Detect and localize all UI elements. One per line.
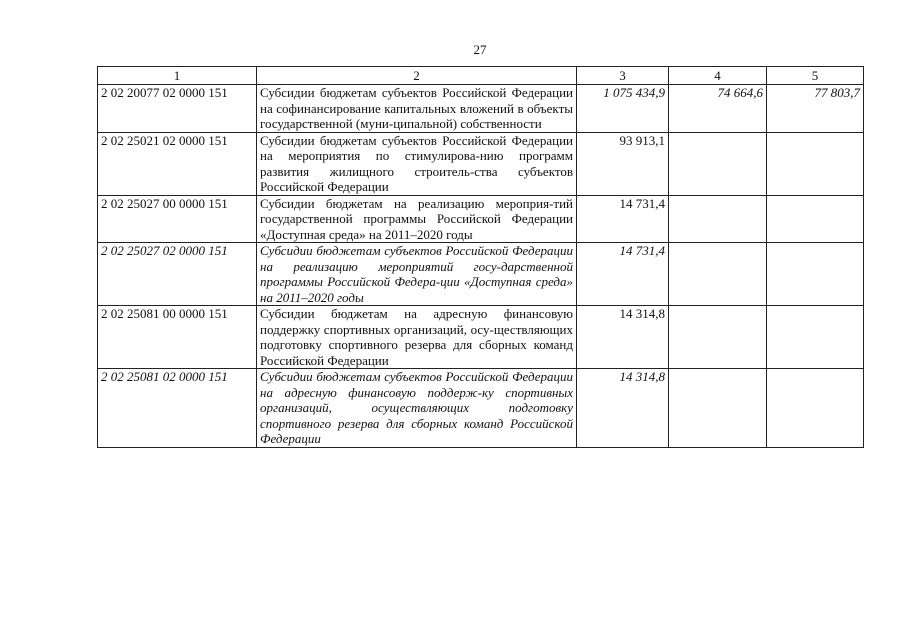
amount-col3: 14 731,4 xyxy=(577,243,669,306)
column-header: 3 xyxy=(577,67,669,85)
column-header: 5 xyxy=(767,67,864,85)
description: Субсидии бюджетам на адресную финансовую поддержку спортивных организаций, осу-ществляющих подготовку спортивного резерва для сборных команд Российской Федерации xyxy=(257,306,577,369)
budget-code: 2 02 25021 02 0000 151 xyxy=(98,132,257,195)
page-number: 27 xyxy=(473,42,487,57)
budget-code: 2 02 20077 02 0000 151 xyxy=(98,85,257,133)
description: Субсидии бюджетам субъектов Российской Федерации на мероприятия по стимулирова-нию программ развития жилищного строитель-ства субъектов Российской Федерации xyxy=(257,132,577,195)
budget-code: 2 02 25081 00 0000 151 xyxy=(98,306,257,369)
amount-col5 xyxy=(767,132,864,195)
header-row xyxy=(98,67,864,85)
budget-code: 2 02 25081 02 0000 151 xyxy=(98,369,257,448)
amount-col4 xyxy=(669,306,767,369)
amount-col4 xyxy=(669,243,767,306)
amount-col4 xyxy=(669,369,767,448)
amount-col4 xyxy=(669,195,767,243)
description: Субсидии бюджетам субъектов Российской Федерации на реализацию мероприятий госу-дарственной программы Российской Федера-ции «Доступная среда» на 2011–2020 годы xyxy=(257,243,577,306)
amount-col5 xyxy=(767,306,864,369)
table-row xyxy=(98,132,864,195)
amount-col3: 93 913,1 xyxy=(577,132,669,195)
table-row xyxy=(98,369,864,448)
amount-col3: 14 731,4 xyxy=(577,195,669,243)
amount-col3: 14 314,8 xyxy=(577,306,669,369)
table-row xyxy=(98,306,864,369)
amount-col5: 77 803,7 xyxy=(767,85,864,133)
column-header: 2 xyxy=(257,67,577,85)
column-header: 4 xyxy=(669,67,767,85)
amount-col5 xyxy=(767,369,864,448)
amount-col5 xyxy=(767,195,864,243)
budget-table xyxy=(97,66,864,448)
table-row xyxy=(98,243,864,306)
table-row xyxy=(98,85,864,133)
amount-col4: 74 664,6 xyxy=(669,85,767,133)
description: Субсидии бюджетам субъектов Российской Федерации на адресную финансовую поддерж-ку спортивных организаций, осуществляющих подготовку спортивного резерва для сборных команд Российской Федерации xyxy=(257,369,577,448)
budget-code: 2 02 25027 02 0000 151 xyxy=(98,243,257,306)
amount-col4 xyxy=(669,132,767,195)
budget-code: 2 02 25027 00 0000 151 xyxy=(98,195,257,243)
table-row xyxy=(98,195,864,243)
amount-col5 xyxy=(767,243,864,306)
description: Субсидии бюджетам субъектов Российской Федерации на софинансирование капитальных вложений в объекты государственной (муни-ципальной) собственности xyxy=(257,85,577,133)
amount-col3: 1 075 434,9 xyxy=(577,85,669,133)
amount-col3: 14 314,8 xyxy=(577,369,669,448)
column-header: 1 xyxy=(98,67,257,85)
description: Субсидии бюджетам на реализацию мероприя-тий государственной программы Российской Федерации «Доступная среда» на 2011–2020 годы xyxy=(257,195,577,243)
